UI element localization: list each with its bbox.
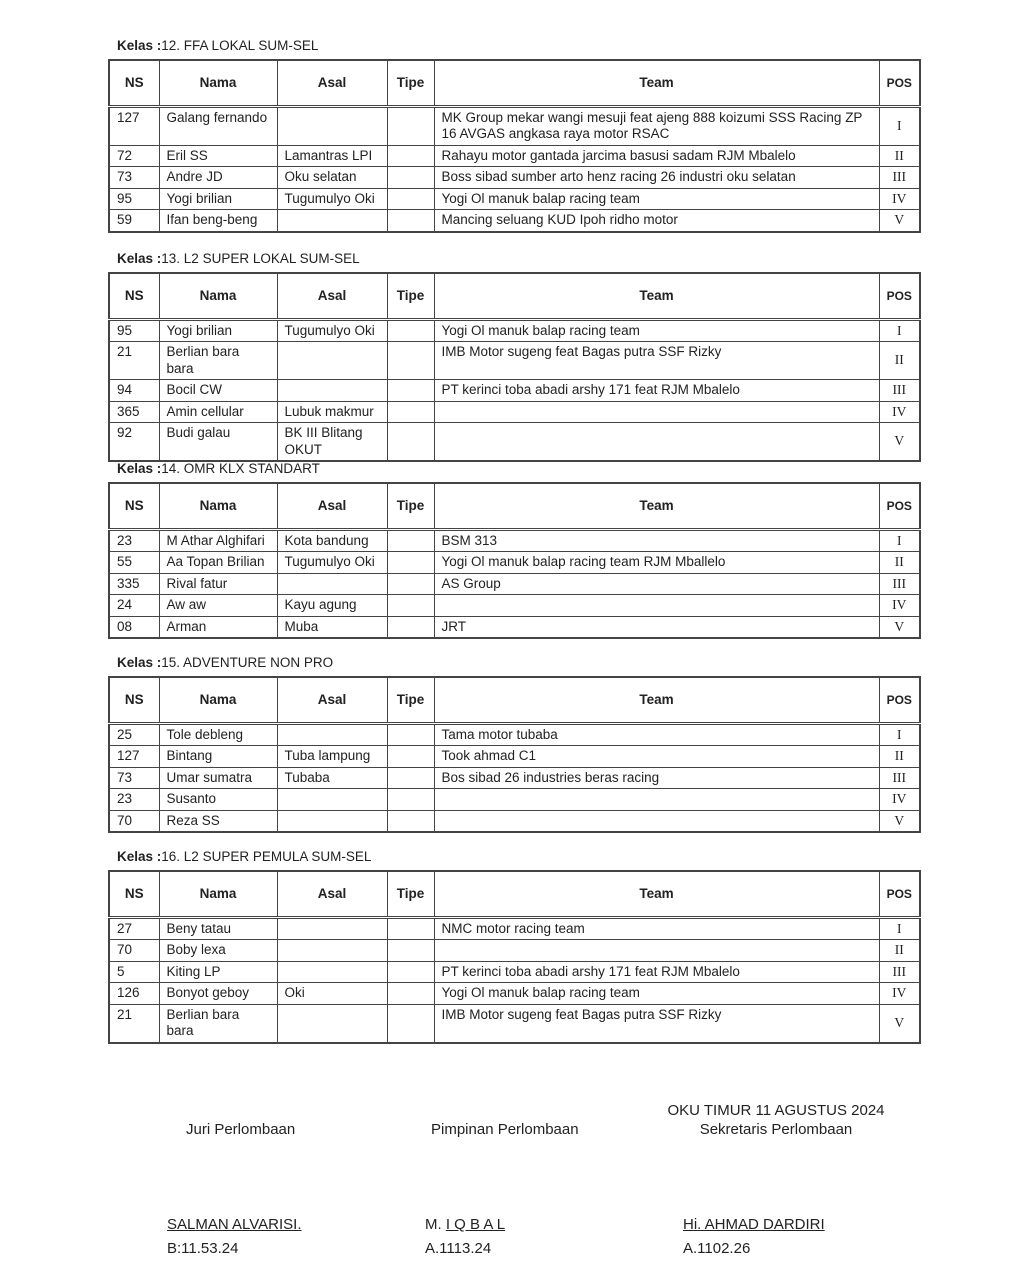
table-row [109, 529, 920, 552]
cell-team: Mancing seluang KUD Ipoh ridho motor [434, 210, 879, 232]
cell-asal: Oki [277, 983, 387, 1005]
signatory-pimpinan [431, 1121, 579, 1138]
cell-ns: 127 [109, 746, 159, 768]
cell-pos: IV [879, 401, 920, 423]
cell-pos: IV [879, 188, 920, 210]
cell-tipe [387, 529, 434, 552]
header-pos: POS [879, 60, 920, 106]
cell-nama: Amin cellular [159, 401, 277, 423]
section-kelas-12 [108, 38, 919, 233]
signatory-sekretaris [620, 1121, 932, 1138]
cell-tipe [387, 983, 434, 1005]
cell-ns: 55 [109, 552, 159, 574]
cell-asal [277, 810, 387, 832]
cell-team [434, 423, 879, 462]
cell-nama: Beny tatau [159, 917, 277, 940]
signatory-role: Juri Perlombaan [186, 1121, 296, 1138]
cell-pos: I [879, 529, 920, 552]
table-row [109, 188, 920, 210]
cell-pos: III [879, 767, 920, 789]
table-row [109, 983, 920, 1005]
cell-nama: Andre JD [159, 167, 277, 189]
header-ns: NS [109, 60, 159, 106]
signatory-name-prefix: M. [425, 1216, 446, 1233]
table-row [109, 961, 920, 983]
cell-asal [277, 789, 387, 811]
header-ns: NS [109, 871, 159, 917]
cell-asal: BK III Blitang OKUT [277, 423, 387, 462]
cell-tipe [387, 423, 434, 462]
signatory-name: Hi. AHMAD DARDIRI [683, 1216, 825, 1233]
cell-nama: Aw aw [159, 595, 277, 617]
cell-asal: Muba [277, 616, 387, 638]
cell-team: Yogi Ol manuk balap racing team [434, 983, 879, 1005]
cell-pos: II [879, 342, 920, 380]
cell-asal [277, 210, 387, 232]
cell-ns: 92 [109, 423, 159, 462]
kelas-heading: Kelas :15. ADVENTURE NON PRO [117, 655, 334, 670]
cell-tipe [387, 767, 434, 789]
header-asal: Asal [277, 871, 387, 917]
table-row [109, 746, 920, 768]
cell-team: PT kerinci toba abadi arshy 171 feat RJM Mbalelo [434, 380, 879, 402]
cell-tipe [387, 573, 434, 595]
cell-ns: 126 [109, 983, 159, 1005]
header-ns: NS [109, 677, 159, 723]
section-kelas-14 [108, 461, 919, 639]
section-kelas-13 [108, 251, 919, 462]
cell-tipe [387, 319, 434, 342]
table-row [109, 573, 920, 595]
header-asal: Asal [277, 483, 387, 529]
cell-asal [277, 961, 387, 983]
cell-ns: 27 [109, 917, 159, 940]
cell-asal: Tugumulyo Oki [277, 188, 387, 210]
cell-ns: 73 [109, 767, 159, 789]
cell-team: Boss sibad sumber arto henz racing 26 industri oku selatan [434, 167, 879, 189]
table-row [109, 552, 920, 574]
cell-pos: IV [879, 595, 920, 617]
header-team: Team [434, 483, 879, 529]
cell-nama: Boby lexa [159, 940, 277, 962]
table-row [109, 810, 920, 832]
cell-tipe [387, 210, 434, 232]
cell-nama: Rival fatur [159, 573, 277, 595]
cell-pos: V [879, 1004, 920, 1043]
kelas-heading: Kelas :12. FFA LOKAL SUM-SEL [117, 38, 319, 53]
cell-nama: Berlian bara bara [159, 342, 277, 380]
header-tipe: Tipe [387, 483, 434, 529]
header-nama: Nama [159, 60, 277, 106]
signatory-code: A.1102.26 [683, 1240, 751, 1257]
signatory-name: I Q B A L [445, 1216, 506, 1233]
cell-nama: Eril SS [159, 145, 277, 167]
cell-pos: I [879, 319, 920, 342]
cell-ns: 23 [109, 529, 159, 552]
cell-nama: Bocil CW [159, 380, 277, 402]
signatory-pimpinan-name-block [425, 1213, 505, 1261]
cell-team [434, 789, 879, 811]
cell-team: BSM 313 [434, 529, 879, 552]
cell-asal: Lubuk makmur [277, 401, 387, 423]
table-row [109, 616, 920, 638]
table-row [109, 789, 920, 811]
cell-team: Yogi Ol manuk balap racing team [434, 319, 879, 342]
cell-team: Yogi Ol manuk balap racing team [434, 188, 879, 210]
cell-ns: 21 [109, 1004, 159, 1043]
kelas-heading: Kelas :13. L2 SUPER LOKAL SUM-SEL [117, 251, 360, 266]
cell-ns: 70 [109, 940, 159, 962]
cell-pos: V [879, 210, 920, 232]
cell-tipe [387, 106, 434, 145]
cell-pos: II [879, 940, 920, 962]
cell-team [434, 940, 879, 962]
cell-asal: Kayu agung [277, 595, 387, 617]
signatory-juri [186, 1121, 295, 1138]
cell-ns: 21 [109, 342, 159, 380]
header-pos: POS [879, 273, 920, 319]
cell-team: NMC motor racing team [434, 917, 879, 940]
cell-asal [277, 1004, 387, 1043]
header-team: Team [434, 273, 879, 319]
cell-tipe [387, 616, 434, 638]
signatory-juri-name-block [167, 1213, 302, 1261]
cell-ns: 72 [109, 145, 159, 167]
cell-ns: 70 [109, 810, 159, 832]
cell-ns: 73 [109, 167, 159, 189]
table-row [109, 401, 920, 423]
cell-asal [277, 940, 387, 962]
table-row [109, 319, 920, 342]
header-nama: Nama [159, 677, 277, 723]
cell-tipe [387, 1004, 434, 1043]
cell-ns: 59 [109, 210, 159, 232]
cell-team: AS Group [434, 573, 879, 595]
cell-pos: III [879, 573, 920, 595]
cell-team [434, 595, 879, 617]
cell-tipe [387, 380, 434, 402]
cell-ns: 127 [109, 106, 159, 145]
table-row [109, 106, 920, 145]
cell-asal [277, 723, 387, 746]
cell-nama: Tole debleng [159, 723, 277, 746]
cell-tipe [387, 961, 434, 983]
results-table [108, 482, 921, 639]
cell-pos: V [879, 616, 920, 638]
cell-asal [277, 106, 387, 145]
cell-tipe [387, 552, 434, 574]
cell-pos: III [879, 961, 920, 983]
cell-team [434, 810, 879, 832]
header-ns: NS [109, 273, 159, 319]
table-row [109, 723, 920, 746]
cell-nama: Ifan beng-beng [159, 210, 277, 232]
cell-team: Yogi Ol manuk balap racing team RJM Mballelo [434, 552, 879, 574]
cell-pos: I [879, 106, 920, 145]
header-nama: Nama [159, 273, 277, 319]
place-date: OKU TIMUR 11 AGUSTUS 2024 [667, 1102, 885, 1119]
cell-nama: Yogi brilian [159, 319, 277, 342]
cell-asal: Lamantras LPI [277, 145, 387, 167]
results-table [108, 59, 921, 233]
cell-asal: Tugumulyo Oki [277, 552, 387, 574]
cell-ns: 95 [109, 319, 159, 342]
cell-pos: V [879, 423, 920, 462]
cell-team: Tama motor tubaba [434, 723, 879, 746]
cell-tipe [387, 188, 434, 210]
table-row [109, 595, 920, 617]
cell-team: IMB Motor sugeng feat Bagas putra SSF Rizky [434, 1004, 879, 1043]
kelas-heading: Kelas :16. L2 SUPER PEMULA SUM-SEL [117, 849, 372, 864]
cell-pos: II [879, 746, 920, 768]
cell-tipe [387, 342, 434, 380]
cell-nama: Aa Topan Brilian [159, 552, 277, 574]
cell-pos: V [879, 810, 920, 832]
cell-asal: Kota bandung [277, 529, 387, 552]
table-header-row [109, 273, 920, 319]
table-header-row [109, 60, 920, 106]
header-team: Team [434, 60, 879, 106]
cell-asal: Tugumulyo Oki [277, 319, 387, 342]
cell-team: Took ahmad C1 [434, 746, 879, 768]
table-row [109, 380, 920, 402]
cell-nama: Bintang [159, 746, 277, 768]
cell-ns: 25 [109, 723, 159, 746]
table-header-row [109, 871, 920, 917]
cell-team: PT kerinci toba abadi arshy 171 feat RJM Mbalelo [434, 961, 879, 983]
cell-pos: I [879, 917, 920, 940]
cell-nama: Berlian bara bara [159, 1004, 277, 1043]
header-tipe: Tipe [387, 273, 434, 319]
table-row [109, 940, 920, 962]
cell-asal: Tubaba [277, 767, 387, 789]
cell-team: Rahayu motor gantada jarcima basusi sadam RJM Mbalelo [434, 145, 879, 167]
cell-nama: Arman [159, 616, 277, 638]
cell-ns: 23 [109, 789, 159, 811]
cell-team: MK Group mekar wangi mesuji feat ajeng 888 koizumi SSS Racing ZP 16 AVGAS angkasa raya motor RSAC [434, 106, 879, 145]
header-asal: Asal [277, 677, 387, 723]
signatory-code: A.1113.24 [425, 1240, 492, 1257]
cell-nama: Umar sumatra [159, 767, 277, 789]
section-kelas-16 [108, 849, 919, 1044]
cell-tipe [387, 595, 434, 617]
signatory-sekretaris-name-block [683, 1213, 825, 1261]
results-table [108, 676, 921, 833]
cell-tipe [387, 746, 434, 768]
table-row [109, 145, 920, 167]
cell-tipe [387, 810, 434, 832]
cell-nama: Reza SS [159, 810, 277, 832]
header-nama: Nama [159, 871, 277, 917]
cell-nama: Budi galau [159, 423, 277, 462]
cell-tipe [387, 917, 434, 940]
signatory-role: Pimpinan Perlombaan [431, 1121, 579, 1138]
cell-team: Bos sibad 26 industries beras racing [434, 767, 879, 789]
cell-team [434, 401, 879, 423]
cell-asal [277, 342, 387, 380]
table-row [109, 167, 920, 189]
signatory-code: B:11.53.24 [167, 1240, 239, 1257]
cell-team: JRT [434, 616, 879, 638]
results-table [108, 272, 921, 462]
cell-tipe [387, 723, 434, 746]
cell-pos: I [879, 723, 920, 746]
table-header-row [109, 677, 920, 723]
header-ns: NS [109, 483, 159, 529]
header-asal: Asal [277, 60, 387, 106]
table-row [109, 1004, 920, 1043]
cell-pos: III [879, 380, 920, 402]
cell-ns: 94 [109, 380, 159, 402]
cell-pos: II [879, 145, 920, 167]
header-tipe: Tipe [387, 871, 434, 917]
cell-nama: Bonyot geboy [159, 983, 277, 1005]
cell-pos: IV [879, 983, 920, 1005]
table-row [109, 342, 920, 380]
cell-pos: II [879, 552, 920, 574]
header-tipe: Tipe [387, 677, 434, 723]
cell-ns: 365 [109, 401, 159, 423]
signatory-role: Sekretaris Perlombaan [699, 1121, 853, 1138]
header-pos: POS [879, 677, 920, 723]
cell-asal: Oku selatan [277, 167, 387, 189]
header-team: Team [434, 871, 879, 917]
results-table [108, 870, 921, 1044]
cell-pos: IV [879, 789, 920, 811]
kelas-heading: Kelas :14. OMR KLX STANDART [117, 461, 320, 476]
cell-tipe [387, 145, 434, 167]
header-team: Team [434, 677, 879, 723]
cell-pos: III [879, 167, 920, 189]
cell-nama: Galang fernando [159, 106, 277, 145]
cell-ns: 335 [109, 573, 159, 595]
cell-ns: 08 [109, 616, 159, 638]
section-kelas-15 [108, 655, 919, 833]
header-nama: Nama [159, 483, 277, 529]
cell-asal [277, 917, 387, 940]
cell-asal: Tuba lampung [277, 746, 387, 768]
cell-nama: Kiting LP [159, 961, 277, 983]
table-row [109, 917, 920, 940]
signatory-name: SALMAN ALVARISI. [167, 1216, 302, 1233]
cell-asal [277, 380, 387, 402]
cell-nama: M Athar Alghifari [159, 529, 277, 552]
table-row [109, 767, 920, 789]
cell-tipe [387, 940, 434, 962]
cell-nama: Susanto [159, 789, 277, 811]
cell-ns: 24 [109, 595, 159, 617]
table-row [109, 210, 920, 232]
header-pos: POS [879, 871, 920, 917]
cell-tipe [387, 401, 434, 423]
cell-tipe [387, 167, 434, 189]
header-asal: Asal [277, 273, 387, 319]
cell-nama: Yogi brilian [159, 188, 277, 210]
header-pos: POS [879, 483, 920, 529]
cell-asal [277, 573, 387, 595]
header-tipe: Tipe [387, 60, 434, 106]
table-header-row [109, 483, 920, 529]
cell-ns: 95 [109, 188, 159, 210]
cell-tipe [387, 789, 434, 811]
cell-ns: 5 [109, 961, 159, 983]
cell-team: IMB Motor sugeng feat Bagas putra SSF Rizky [434, 342, 879, 380]
table-row [109, 423, 920, 462]
